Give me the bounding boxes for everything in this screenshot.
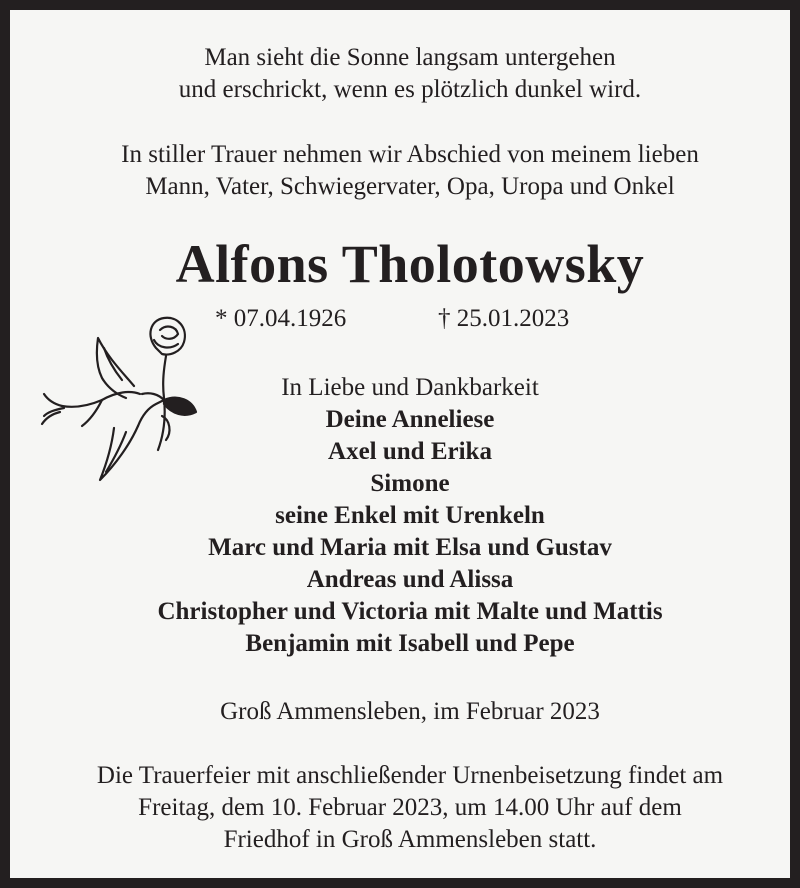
funeral-line-3: Friedhof in Groß Ammensleben statt.: [223, 826, 597, 853]
mourner-name: seine Enkel mit Urenkeln: [275, 502, 545, 529]
place-and-date: Groß Ammensleben, im Februar 2023: [220, 698, 600, 725]
poem-line-1: Man sieht die Sonne langsam untergehen: [204, 44, 616, 71]
mourner-name: Axel und Erika: [328, 438, 492, 465]
mourner-name: Christopher und Victoria mit Malte und Mattis: [157, 598, 663, 625]
birth-date: * 07.04.1926: [215, 305, 347, 332]
death-date: † 25.01.2023: [438, 305, 570, 332]
deceased-name: Alfons Tholotowsky: [175, 234, 645, 294]
mourner-name: Marc und Maria mit Elsa und Gustav: [208, 534, 612, 561]
funeral-line-2: Freitag, dem 10. Februar 2023, um 14.00 Uhr auf dem: [138, 794, 682, 821]
mourner-name: Deine Anneliese: [325, 406, 495, 433]
mourners-heading: In Liebe und Dankbarkeit: [281, 374, 539, 401]
mourner-name: Andreas und Alissa: [306, 566, 514, 593]
mourner-name: Benjamin mit Isabell und Pepe: [245, 630, 575, 657]
funeral-line-1: Die Trauerfeier mit anschließender Urnenbeisetzung findet am: [96, 762, 724, 789]
intro-line-2: Mann, Vater, Schwiegervater, Opa, Uropa und Onkel: [145, 173, 675, 200]
intro-line-1: In stiller Trauer nehmen wir Abschied von meinem lieben: [121, 141, 699, 168]
mourner-name: Simone: [370, 470, 450, 497]
poem-line-2: und erschrickt, wenn es plötzlich dunkel wird.: [178, 76, 642, 103]
